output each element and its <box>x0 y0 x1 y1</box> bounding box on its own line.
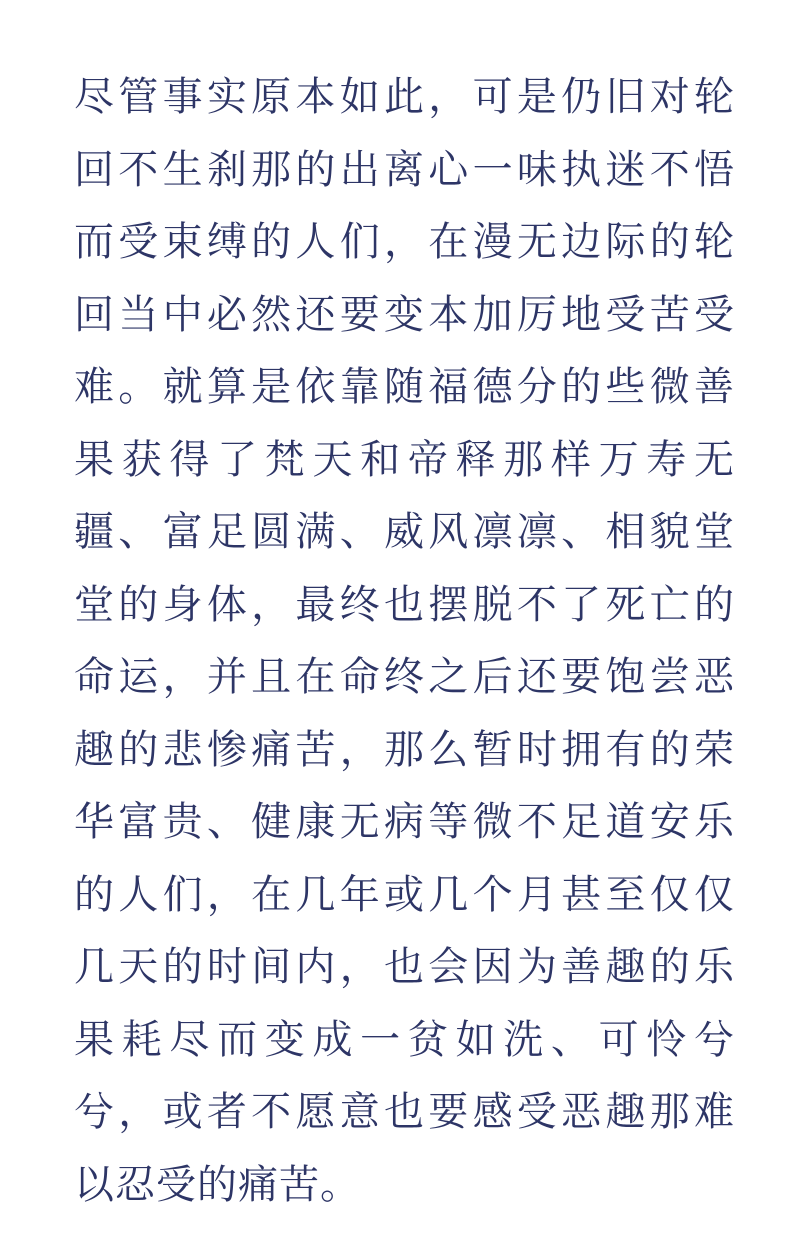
text-line: 趣的悲惨痛苦，那么暂时拥有的荣 <box>74 726 734 773</box>
text-line: 兮，或者不愿意也要感受恶趣那难 <box>74 1089 734 1135</box>
text-line: 难。就算是依靠随福德分的些微善 <box>74 364 734 410</box>
text-line: 命运，并且在命终之后还要饱尝恶 <box>74 654 734 700</box>
paragraph <box>74 61 734 1221</box>
text-line: 堂的身体，最终也摆脱不了死亡的 <box>74 581 734 628</box>
text-line: 几天的时间内，也会因为善趣的乐 <box>74 944 734 990</box>
text-line: 而受束缚的人们，在漫无边际的轮 <box>74 219 734 265</box>
text-line: 尽管事实原本如此，可是仍旧对轮 <box>74 74 734 120</box>
text-line: 疆、富足圆满、威风凛凛、相貌堂 <box>74 509 734 555</box>
text-line: 果耗尽而变成一贫如洗、可怜兮 <box>74 1016 734 1063</box>
text-line: 的人们，在几年或几个月甚至仅仅 <box>74 871 734 918</box>
text-line: 回当中必然还要变本加厉地受苦受 <box>74 291 734 338</box>
text-line: 果获得了梵天和帝释那样万寿无 <box>74 436 734 483</box>
text-line: 华富贵、健康无病等微不足道安乐 <box>74 799 734 845</box>
text-line-last: 以忍受的痛苦。 <box>74 1161 361 1208</box>
text-line: 回不生刹那的出离心一味执迷不悟 <box>74 146 734 193</box>
